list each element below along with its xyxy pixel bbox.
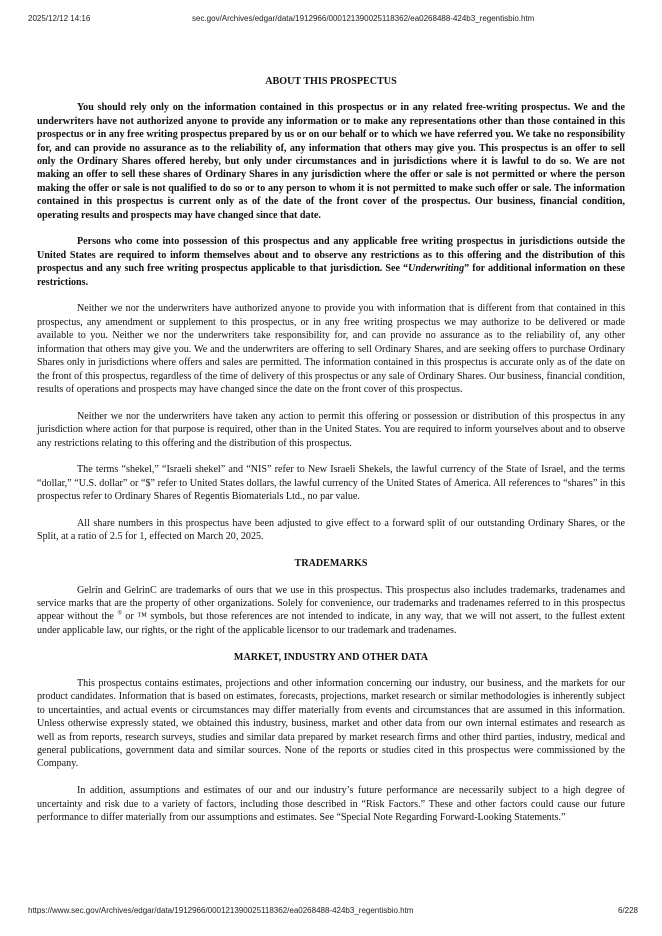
section-heading-about: ABOUT THIS PROSPECTUS [265,76,397,87]
about-paragraph-4: Neither we nor the underwriters have taken any action to permit this offering or possession or distribution of this prospectus in any jurisdiction where action for that purpose is required, other than in the United States. You are required to inform yourselves about and to observe any restrictions relating to this offering and the distribution of this prospectus. [37,410,625,449]
market-industry-section [37,651,625,825]
about-paragraph-3: Neither we nor the underwriters have authorized anyone to provide you with information that is different from that contained in this prospectus, any amendment or supplement to this prospectus, or in any free writing prospectus we may authorize to be delivered or made available to you. Neither we nor the underwriters take responsibility for, and can provide no assurance as to the reliability of, any other information that others may give you. We and the underwriters are offering to sell Ordinary Shares, and are seeking offers to purchase Ordinary Shares only in jurisdictions where offers and sales are permitted. The information contained in this prospectus is accurate only as of the date on the front of this prospectus, regardless of the time of delivery of this prospectus or any sale of Ordinary Shares. Our business, financial condition, results of operations and prospects may have changed since the date on the front cover of this prospectus. [37,303,625,395]
section-heading-market: MARKET, INDUSTRY AND OTHER DATA [233,651,429,663]
trademarks-section [37,557,625,637]
market-paragraph-2: In addition, assumptions and estimates of our and our industry’s future performance are necessarily subject to a high degree of uncertainty and risk due to a variety of factors, including those described in “Risk Factors.” These and other factors could cause our future performance to differ materially from our assumptions and estimates. See “Special Note Regarding Forward-Looking Statements.” [37,785,625,823]
registered-symbol: ® [117,610,122,617]
print-footer-url: https://www.sec.gov/Archives/edgar/data/1912966/000121390025118362/ea0268488-424b3_regentisbio.htm [28,906,414,915]
about-p2-text-before: Persons who come into possession of this prospectus and any applicable free writing prospectus in jurisdictions outside the United States are required to inform themselves about and to observe any restrictions as to this offering and the distribution of this prospectus and any such free writing prospectus applicable to that jurisdiction. See “ [37,236,625,275]
about-paragraph-2 [37,235,625,289]
about-p2-text-after: ” for additional information on these restrictions. [37,263,625,288]
about-paragraph-6: All share numbers in this prospectus have been adjusted to give effect to a forward split of our outstanding Ordinary Shares, or the Split, at a ratio of 2.5 for 1, effected on March 20, 2025. [37,517,625,543]
page-number: 6/228 [617,906,638,915]
trademarks-paragraph [37,584,625,638]
print-header-url: sec.gov/Archives/edgar/data/1912966/000121390025118362/ea0268488-424b3_regentisbio.htm [192,14,535,23]
about-this-prospectus-section [37,75,625,544]
print-footer [0,906,662,918]
trademarks-text-after: or ™ symbols, but those references are not intended to indicate, in any way, that we will not assert, to the fullest extent under applicable law, our rights, or the right of the applicable licensor to our trademark and tradenames. [37,611,626,636]
trademarks-text-before: Gelrin and GelrinC are trademarks of ours that we use in this prospectus. This prospectus also includes trademarks, tradenames and service marks that are the property of other organizations. Solely for convenience, our trademarks and tradenames referred to in this prospectus appear without the [37,584,625,623]
about-paragraph-1: You should rely only on the information contained in this prospectus or in any related free-writing prospectus. We and the underwriters have not authorized anyone to provide any information or to make any representations other than those contained in this prospectus or in any free writing prospectus prepared by us or on our behalf or to which we have referred you. We take no responsibility for, and can provide no assurance as to the reliability of, any information that others may give you. This prospectus is an offer to sell only the Ordinary Shares offered hereby, but only under circumstances and in jurisdictions where it is lawful to do so. We are not making an offer to sell these shares of Ordinary Shares in any jurisdiction where the offer or sale is not permitted or where the person making the offer or sale is not qualified to do so or to any person to whom it is not permitted to make such offer or sale. The information contained in this prospectus is current only as of the date of the front cover of the prospectus. Our business, financial condition, operating results and prospects may have changed since that date. [37,102,625,221]
market-paragraph-1: This prospectus contains estimates, projections and other information concerning our industry, our business, and the markets for our product candidates. Information that is based on estimates, forecasts, projections, market research or similar methodologies is inherently subject to uncertainties, and actual events or circumstances may differ materially from events and circumstances that are assumed in this information. Unless otherwise expressly stated, we obtained this industry, business, market and other data from our own internal estimates and research as well as from reports, research surveys, studies and similar data prepared by market research firms and other third parties, industry, medical and general publications, government data and similar sources. None of the reports or studies cited in this prospectus were commissioned by the Company. [37,677,625,770]
print-header [0,14,662,26]
print-datetime: 2025/12/12 14:16 [28,14,91,23]
section-heading-trademarks: TRADEMARKS [294,558,368,570]
underwriting-reference: Underwriting [408,263,465,275]
document-body [37,75,625,838]
about-paragraph-5: The terms “shekel,” “Israeli shekel” and “NIS” refer to New Israeli Shekels, the lawful currency of the State of Israel, and the terms “dollar,” “U.S. dollar” or “$” refer to United States dollars, the lawful currency of the United States of America. All references to “shares” in this prospectus refer to Ordinary Shares of Regentis Biomaterials Ltd., no par value. [37,464,625,503]
